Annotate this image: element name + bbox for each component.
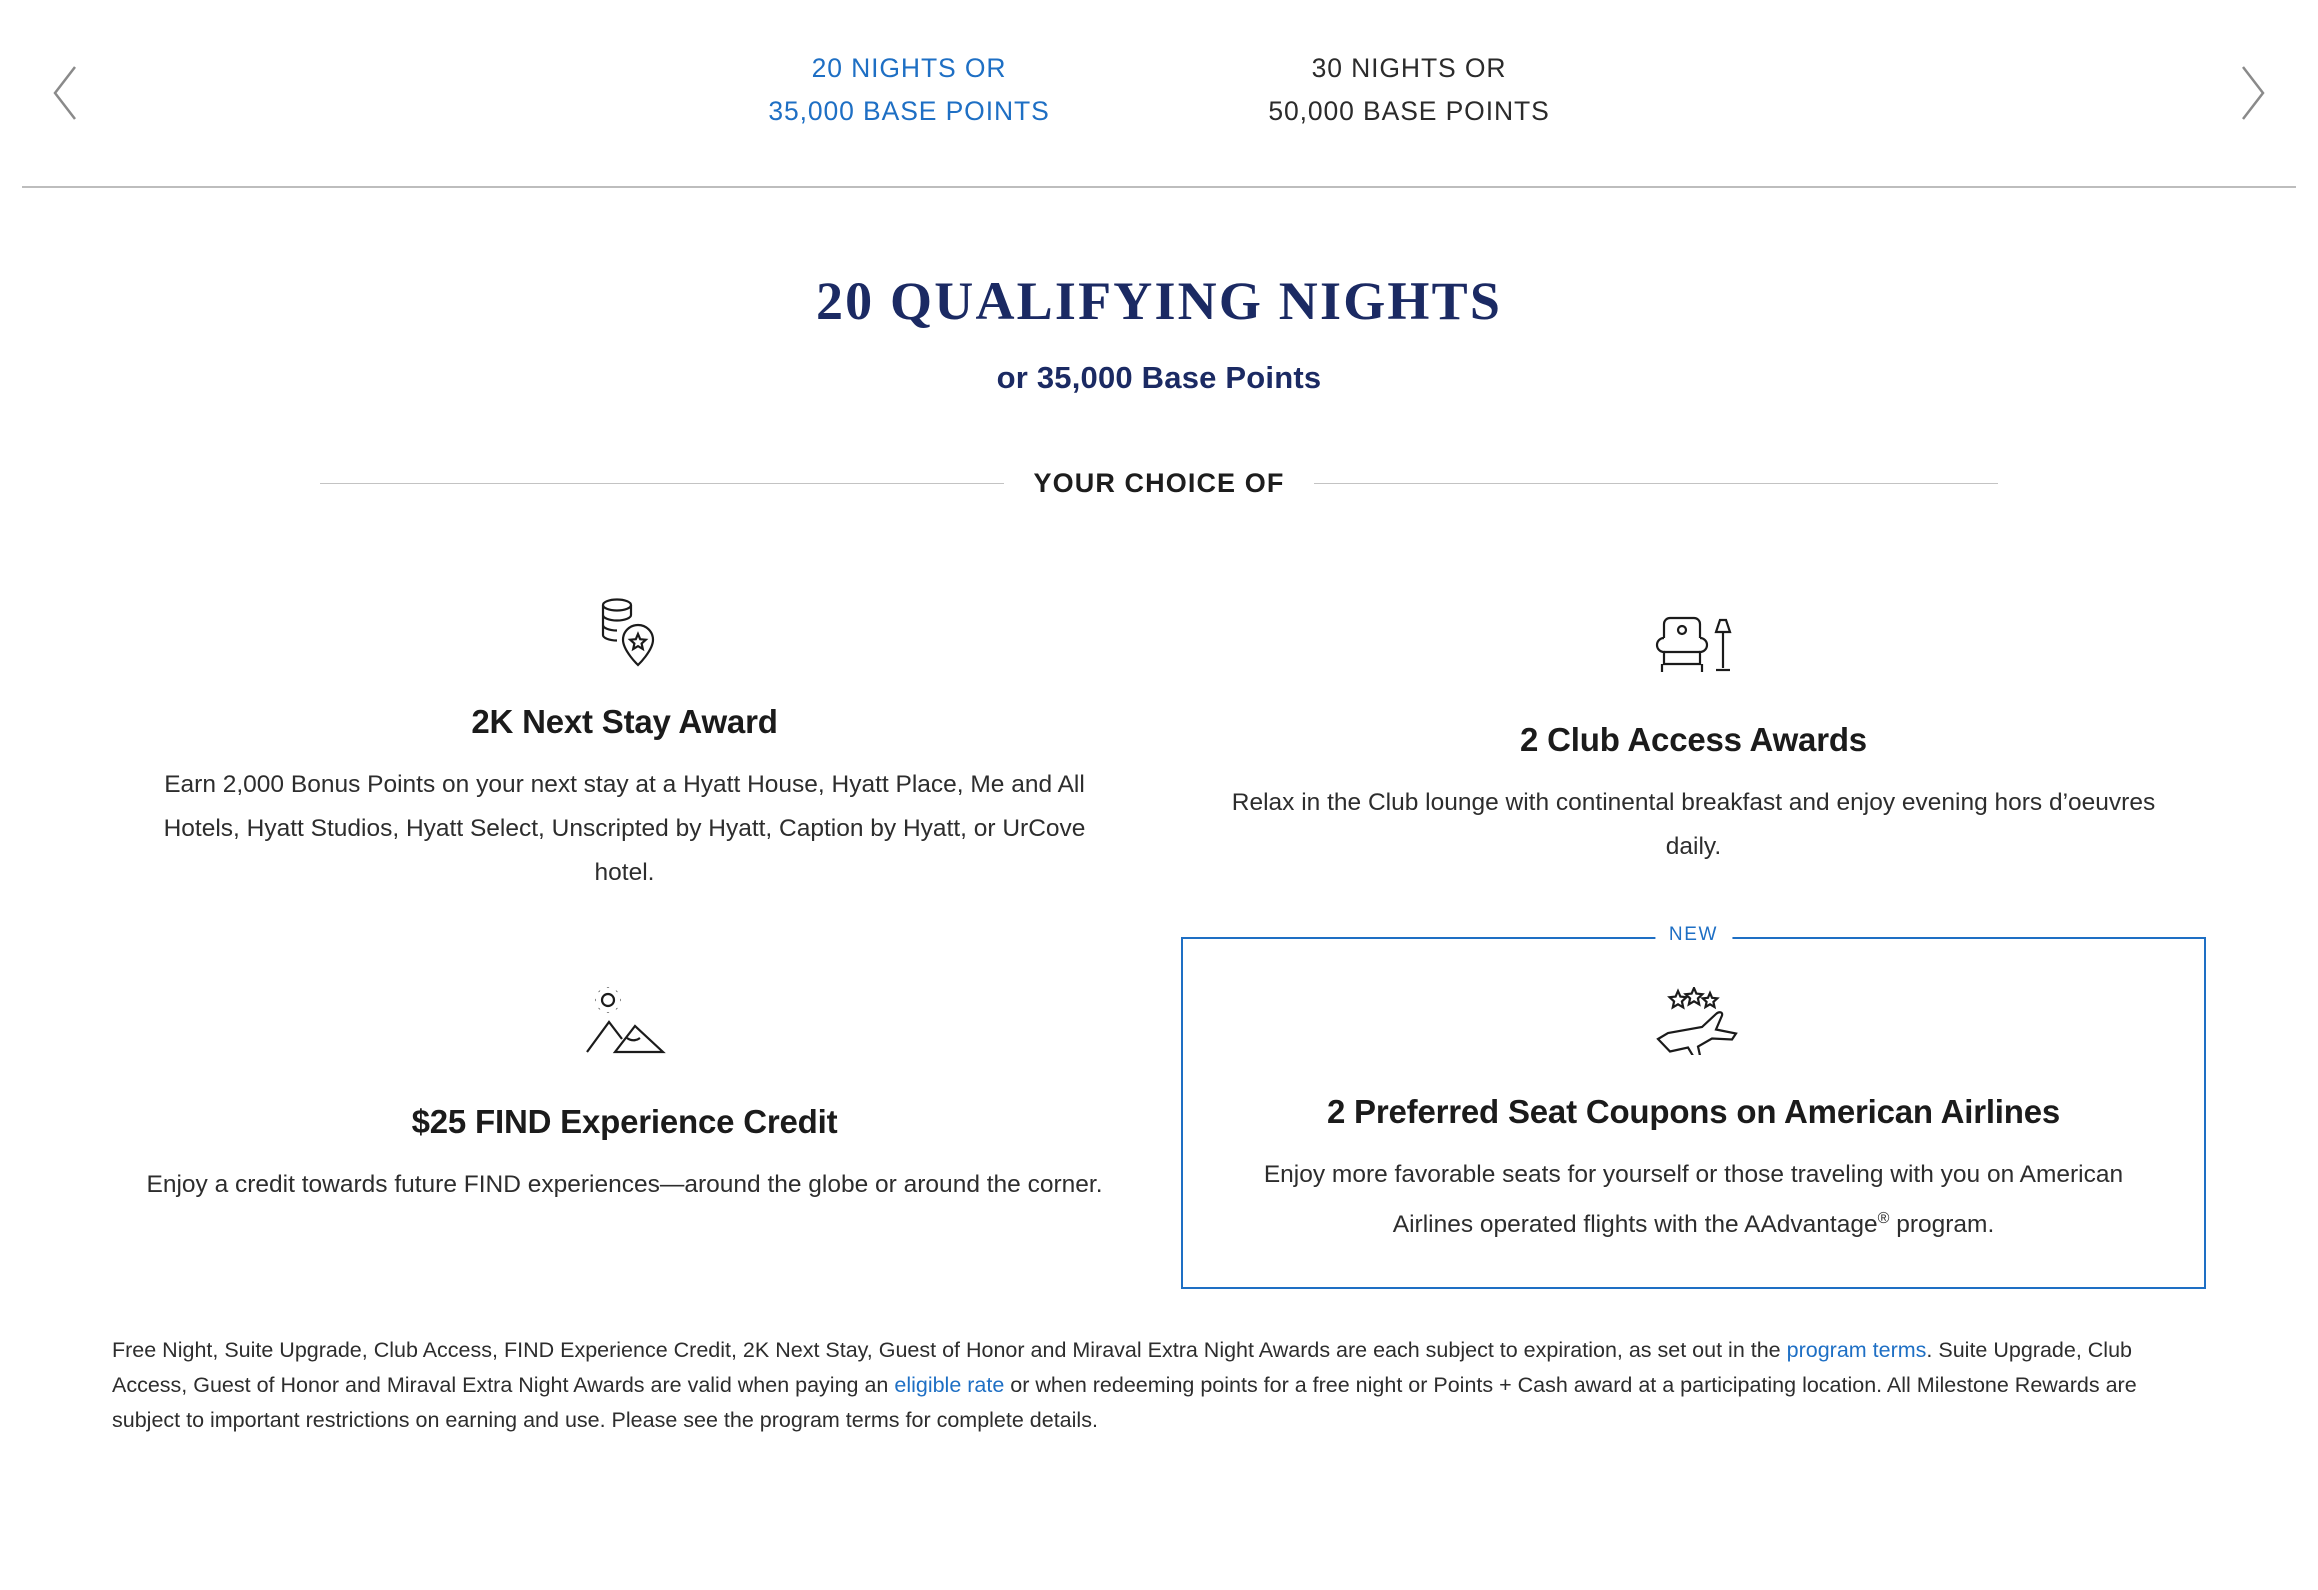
footnote-part2: . Suite Upgrade, Club Access, Guest of Honor and Miraval Extra Night Awards are valid when paying an	[112, 1338, 2132, 1398]
status-badge-new: NEW	[1655, 924, 1732, 946]
eligible-rate-link[interactable]: eligible rate	[894, 1373, 1005, 1398]
chevron-left-icon	[49, 63, 83, 123]
tab-30-nights-line2: 50,000 BASE POINTS	[1268, 96, 1550, 126]
milestone-tabs	[659, 47, 1659, 133]
prev-milestone-button[interactable]	[36, 48, 96, 138]
benefit-desc-preferred-seats	[1223, 1153, 2164, 1247]
airplane-stars-icon	[1223, 973, 2164, 1069]
tab-20-nights-line2: 35,000 BASE POINTS	[768, 96, 1050, 126]
tab-20-nights-line1: 20 NIGHTS OR	[811, 53, 1007, 83]
tab-20-nights[interactable]	[659, 47, 1159, 133]
footnote-part3: or when redeeming points for a free night or Points + Cash award at a participating location. All Milestone Rewards are subject to important restrictions on earning and use. Please see the program terms for complete details.	[112, 1373, 2137, 1433]
choice-rule-right	[1314, 483, 1998, 484]
benefit-title-club-access: 2 Club Access Awards	[1520, 721, 1867, 758]
page-subtitle: or 35,000 Base Points	[996, 360, 1322, 395]
benefit-desc-2k-next-stay: Earn 2,000 Bonus Points on your next stay at a Hyatt House, Hyatt Place, Me and All Hotels, Hyatt Studios, Hyatt Select, Unscripted by Hyatt, Caption by Hyatt, or UrCove hotel.	[163, 771, 1086, 886]
benefits-grid	[0, 499, 2318, 1289]
preferred-seats-desc-part1: Enjoy more favorable seats for yourself or those traveling with you on American Airlines operated flights with the AAdvantage	[1263, 1161, 2124, 1239]
benefit-title-find-credit: $25 FIND Experience Credit	[411, 1103, 838, 1140]
legal-footnote	[0, 1289, 2318, 1438]
benefit-card-club-access[interactable]	[1181, 539, 2206, 925]
preferred-seats-desc-part2: program.	[1889, 1211, 1995, 1239]
mountain-sun-icon	[140, 975, 1109, 1071]
coins-location-pin-icon	[140, 583, 1109, 679]
benefit-card-preferred-seats[interactable]	[1181, 924, 2206, 1289]
benefit-desc-find-credit: Enjoy a credit towards future FIND experiences—around the globe or around the corner.	[146, 1171, 1103, 1198]
page-title: 20 QUALIFYING NIGHTS	[815, 271, 1503, 331]
footnote-part1: Free Night, Suite Upgrade, Club Access, FIND Experience Credit, 2K Next Stay, Guest of Honor and Miraval Extra Night Awards are each subject to expiration, as set out in the	[112, 1338, 1787, 1363]
benefit-card-2k-next-stay[interactable]	[112, 539, 1137, 925]
next-milestone-button[interactable]	[2222, 48, 2282, 138]
your-choice-of-row	[0, 468, 2318, 499]
benefit-title-2k-next-stay: 2K Next Stay Award	[471, 703, 778, 740]
milestone-header	[0, 188, 2318, 396]
tab-30-nights[interactable]	[1159, 47, 1659, 133]
armchair-lamp-icon	[1209, 597, 2178, 693]
program-terms-link[interactable]: program terms	[1786, 1338, 1927, 1363]
choice-rule-left	[320, 483, 1004, 484]
benefit-card-find-credit[interactable]	[112, 925, 1137, 1289]
benefit-desc-club-access: Relax in the Club lounge with continental breakfast and enjoy evening hors d’oeuvres daily.	[1231, 789, 2156, 860]
tab-30-nights-line1: 30 NIGHTS OR	[1311, 53, 1507, 83]
registered-mark: ®	[1877, 1210, 1890, 1227]
chevron-right-icon	[2235, 63, 2269, 123]
benefit-title-preferred-seats: 2 Preferred Seat Coupons on American Airlines	[1326, 1093, 2061, 1130]
milestone-tab-bar	[0, 0, 2318, 186]
choice-label: YOUR CHOICE OF	[1033, 468, 1285, 498]
